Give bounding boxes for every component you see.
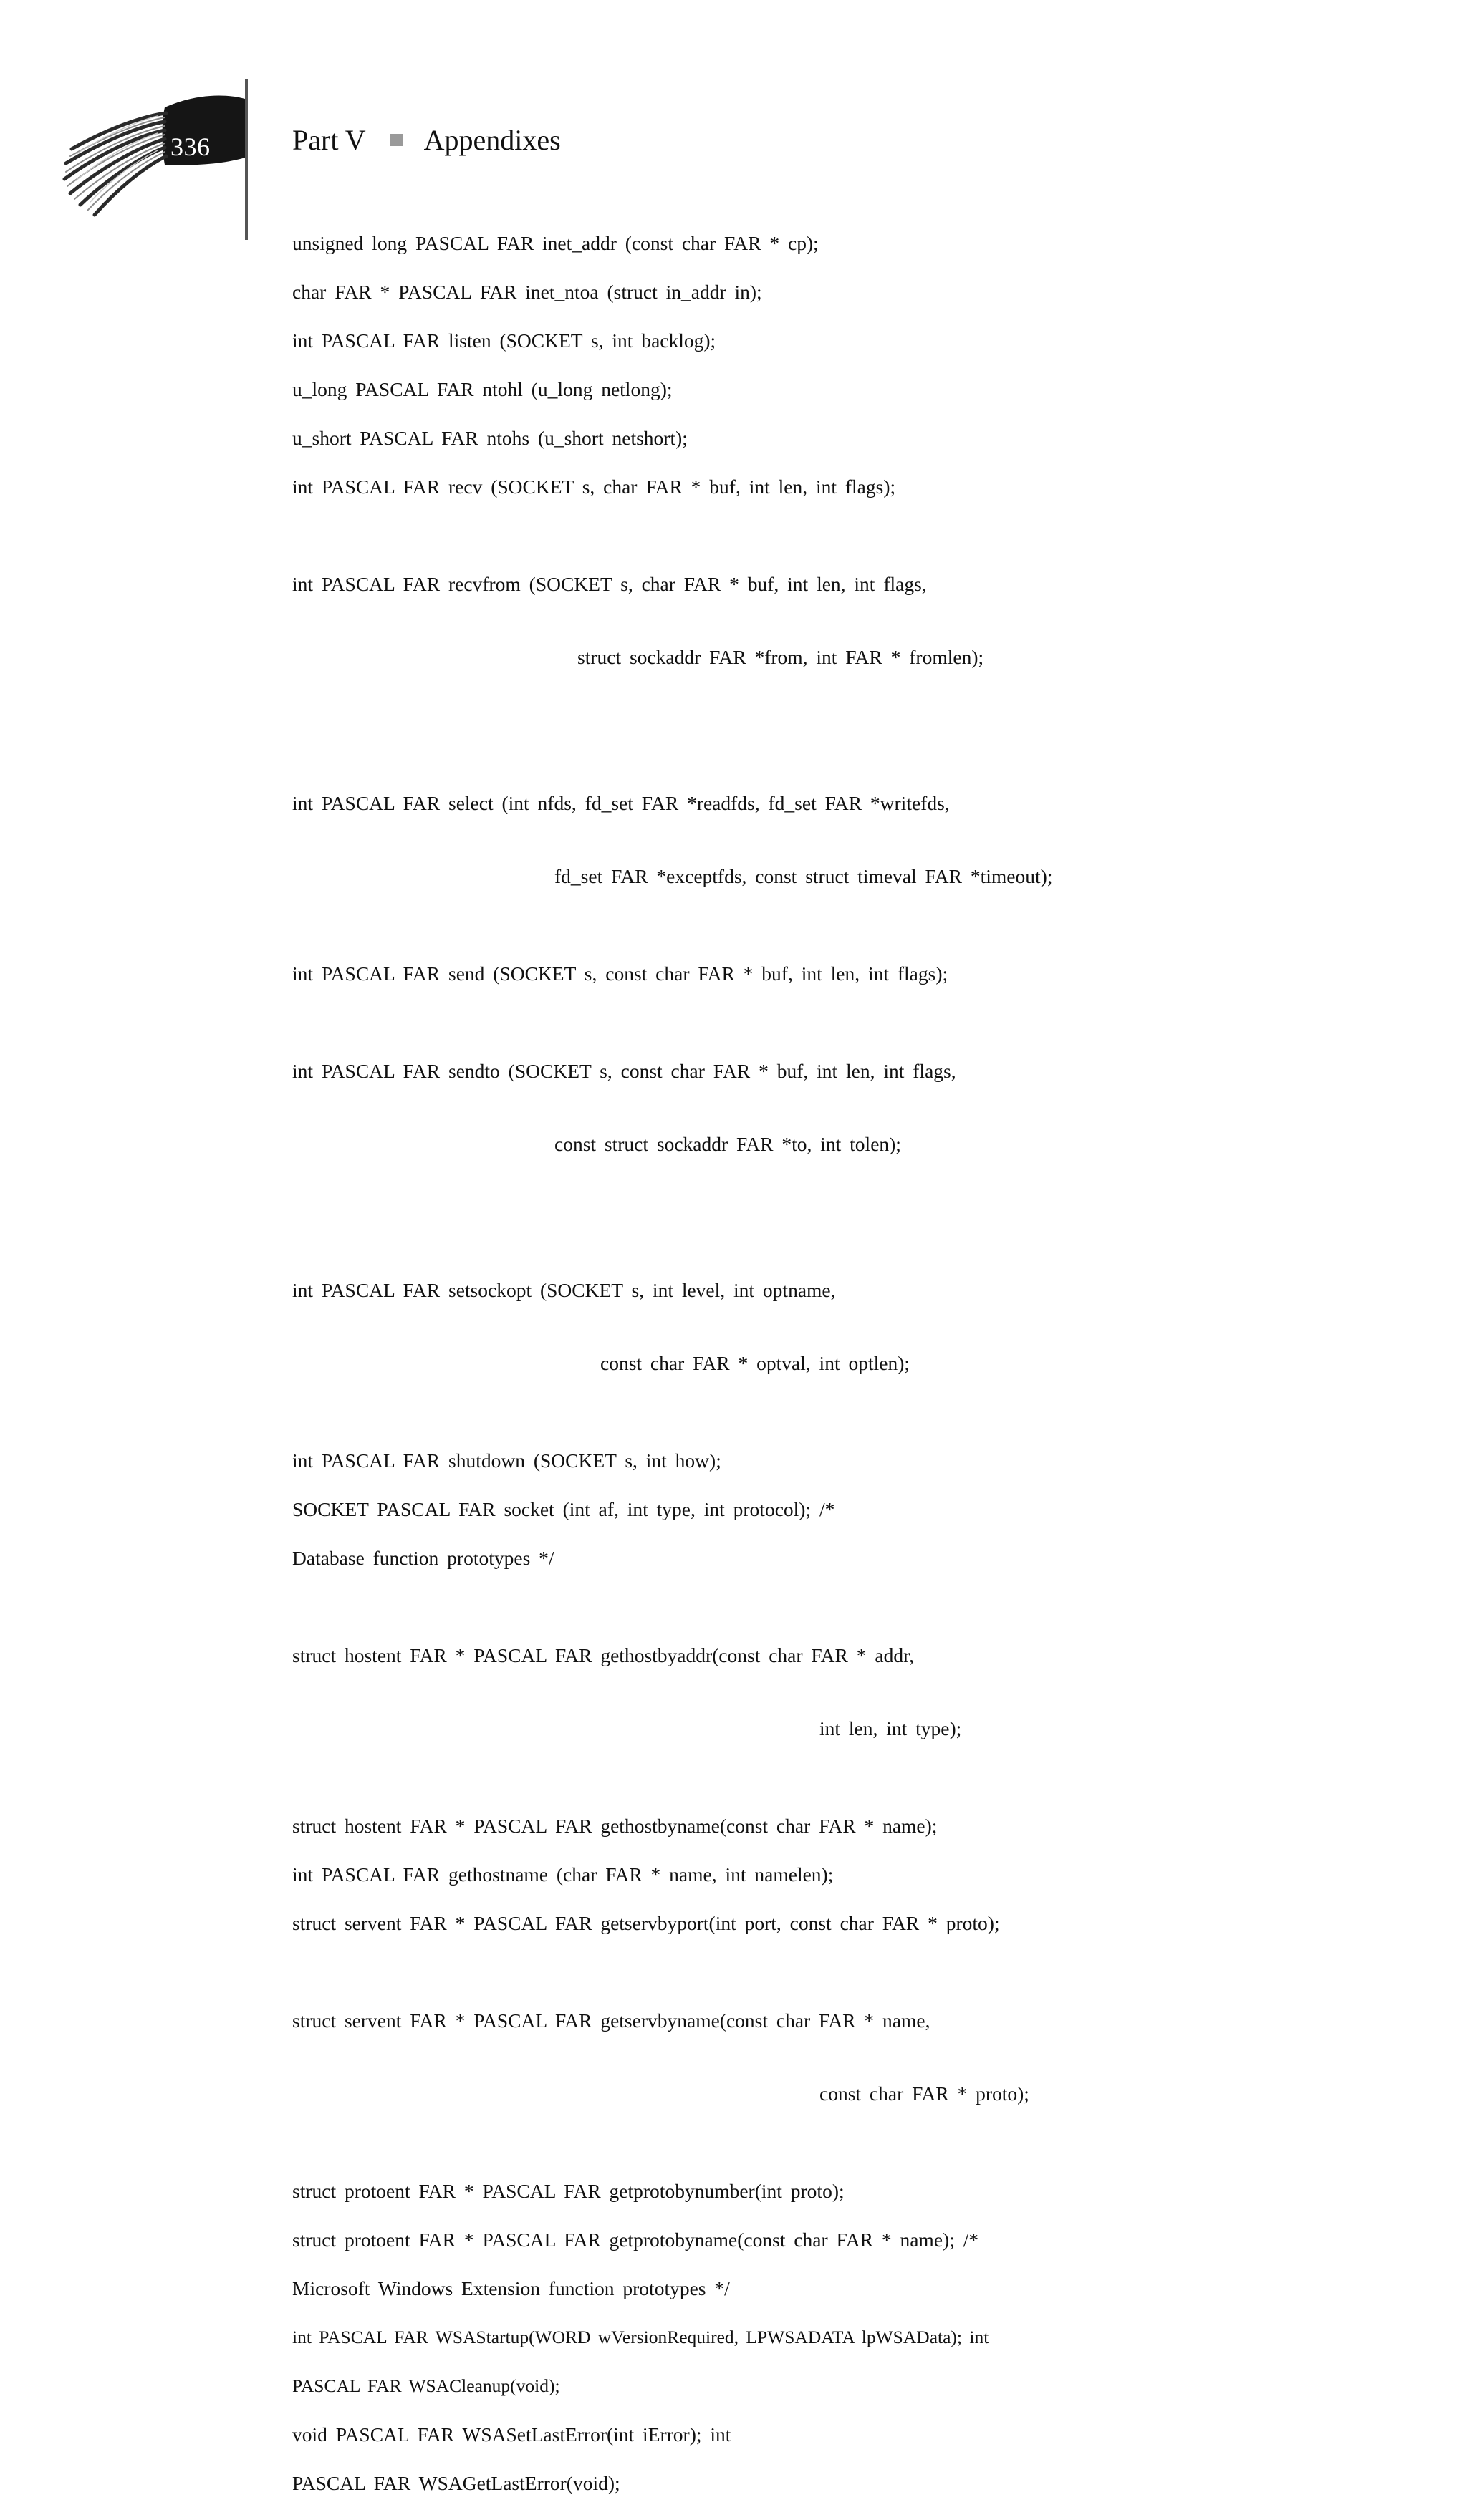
code-text: PASCAL FAR WSACleanup(void);	[292, 2375, 560, 2396]
code-text: struct hostent FAR * PASCAL FAR gethostbyname(const char FAR * name);	[292, 1815, 938, 1837]
code-line	[292, 426, 1438, 450]
code-text: int PASCAL FAR shutdown (SOCKET s, int how);	[292, 1449, 721, 1472]
code-line	[292, 2277, 1438, 2301]
code-continuation: fd_set FAR *exceptfds, const struct timeval FAR *timeout);	[554, 865, 1053, 887]
code-line	[292, 1010, 1438, 1205]
section-label: Appendixes	[423, 124, 561, 156]
code-line	[292, 1595, 1438, 1790]
prototype-listing	[292, 231, 1438, 2520]
code-line	[292, 1230, 1438, 1424]
code-line	[292, 2471, 1438, 2496]
code-line	[292, 1814, 1438, 1838]
code-text: struct protoent FAR * PASCAL FAR getprotobyname(const char FAR * name); /*	[292, 2229, 979, 2251]
code-text: int PASCAL FAR send (SOCKET s, const char FAR * buf, int len, int flags);	[292, 962, 948, 985]
quill-emblem-icon	[57, 79, 272, 251]
code-text: char FAR * PASCAL FAR inet_ntoa (struct in_addr in);	[292, 281, 762, 303]
code-text: u_long PASCAL FAR ntohl (u_long netlong);	[292, 378, 673, 400]
code-line	[292, 475, 1438, 499]
code-text: int PASCAL FAR sendto (SOCKET s, const char FAR * buf, int len, int flags,	[292, 1060, 956, 1082]
running-title	[292, 123, 561, 157]
code-text: Microsoft Windows Extension function prototypes */	[292, 2277, 730, 2299]
code-line	[292, 743, 1438, 937]
code-continuation: const char FAR * optval, int optlen);	[600, 1352, 910, 1374]
code-text: int PASCAL FAR select (int nfds, fd_set FAR *readfds, fd_set FAR *writefds,	[292, 792, 950, 814]
code-text: int PASCAL FAR gethostname (char FAR * name, int namelen);	[292, 1863, 834, 1886]
code-continuation: struct sockaddr FAR *from, int FAR * fromlen);	[577, 646, 984, 668]
code-continuation: const char FAR * proto);	[819, 2082, 1029, 2105]
code-line	[292, 2374, 1438, 2398]
code-line	[292, 523, 1438, 718]
code-text: void PASCAL FAR WSASetLastError(int iError); int	[292, 2423, 731, 2446]
code-text: int PASCAL FAR WSAStartup(WORD wVersionRequired, LPWSADATA lpWSAData); int	[292, 2327, 989, 2347]
code-line	[292, 1863, 1438, 1887]
code-text: int PASCAL FAR recv (SOCKET s, char FAR * buf, int len, int flags);	[292, 475, 896, 498]
code-line	[292, 1546, 1438, 1570]
code-line	[292, 2228, 1438, 2252]
code-text: struct servent FAR * PASCAL FAR getservbyname(const char FAR * name,	[292, 2009, 930, 2032]
code-text: struct hostent FAR * PASCAL FAR gethostbyaddr(const char FAR * addr,	[292, 1644, 915, 1666]
code-line	[292, 329, 1438, 353]
code-text: Database function prototypes */	[292, 1547, 554, 1569]
part-label: Part V	[292, 124, 366, 156]
code-line	[292, 1911, 1438, 1936]
code-line	[292, 280, 1438, 304]
code-line	[292, 2325, 1438, 2350]
code-text: u_short PASCAL FAR ntohs (u_short netshort);	[292, 427, 688, 449]
code-text: struct servent FAR * PASCAL FAR getservbyport(int port, const char FAR * proto);	[292, 1912, 1000, 1934]
code-text: int PASCAL FAR recvfrom (SOCKET s, char FAR * buf, int len, int flags,	[292, 573, 927, 595]
code-line	[292, 1960, 1438, 2155]
code-text: unsigned long PASCAL FAR inet_addr (const char FAR * cp);	[292, 232, 819, 254]
separator-square-icon	[390, 134, 403, 146]
code-line	[292, 1449, 1438, 1473]
code-text: struct protoent FAR * PASCAL FAR getprotobynumber(int proto);	[292, 2180, 845, 2202]
page-header	[0, 0, 1467, 258]
code-text: SOCKET PASCAL FAR socket (int af, int type, int protocol); /*	[292, 1498, 835, 1520]
code-line	[292, 2423, 1438, 2447]
code-line	[292, 231, 1438, 256]
code-line	[292, 1497, 1438, 1522]
code-line	[292, 377, 1438, 402]
code-continuation: const struct sockaddr FAR *to, int tolen);	[554, 1133, 901, 1155]
code-continuation: int len, int type);	[819, 1717, 962, 1739]
code-text: int PASCAL FAR setsockopt (SOCKET s, int level, int optname,	[292, 1279, 836, 1301]
code-text: int PASCAL FAR listen (SOCKET s, int backlog);	[292, 329, 716, 352]
page-number: 336	[170, 132, 211, 161]
code-text: PASCAL FAR WSAGetLastError(void);	[292, 2472, 620, 2494]
code-line	[292, 2179, 1438, 2203]
code-line	[292, 962, 1438, 986]
